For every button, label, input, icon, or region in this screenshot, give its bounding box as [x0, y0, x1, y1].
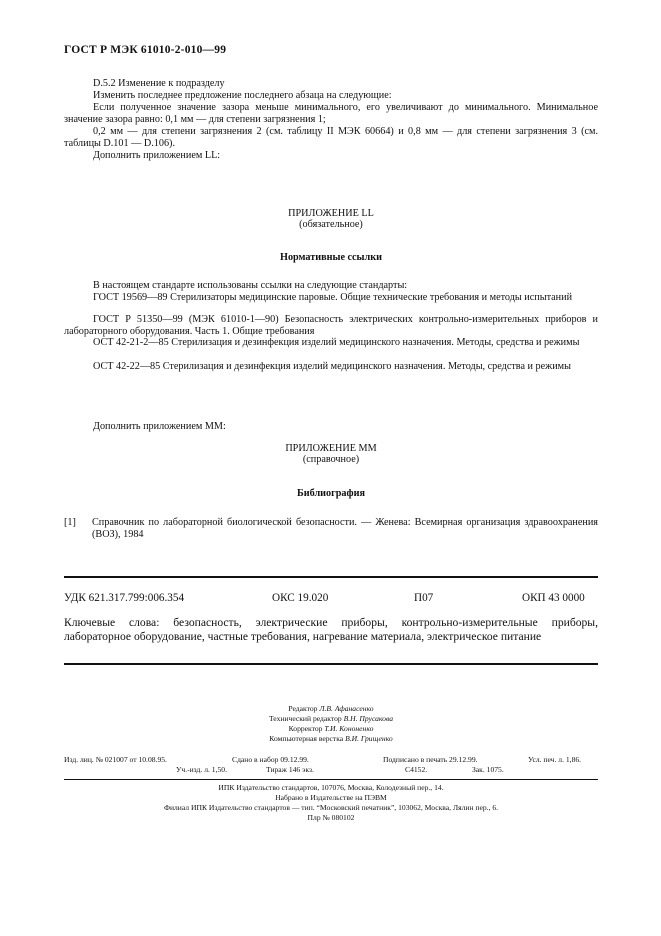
reference-item: ГОСТ Р 51350—99 (МЭК 61010-1—90) Безопасность электрических контрольно-измерительных приборов и лабораторного оборудования. Часть 1. Общие требования — [64, 314, 598, 338]
credit-tech-name: В.Н. Прусакова — [343, 714, 394, 723]
add-appendix-mm: Дополнить приложением MM: — [93, 421, 226, 432]
bibliography-entry: Справочник по лабораторной биологической безопасности. — Женева: Всемирная организация здравоохранения (ВОЗ), 1984 — [92, 517, 598, 541]
imprint-circulation: Тираж 146 экз. — [266, 765, 314, 774]
document-header: ГОСТ Р МЭК 61010-2-010—99 — [64, 44, 227, 56]
imprint-print-sheets: Усл. печ. л. 1,86. — [528, 755, 582, 764]
divider-top — [64, 576, 598, 578]
imprint-signed: Подписано в печать 29.12.99. — [383, 755, 478, 764]
credit-corrector — [64, 724, 598, 734]
udk-code: УДК 621.317.799:006.354 — [64, 592, 185, 604]
credit-editor — [64, 704, 598, 714]
credit-tech-editor — [64, 714, 598, 724]
appendix-mm-title: ПРИЛОЖЕНИЕ MM — [285, 443, 377, 454]
bibliography-number: [1] — [64, 517, 76, 528]
credit-layout-name: В.И. Грищенко — [345, 734, 393, 743]
credit-editor-label: Редактор — [288, 704, 318, 713]
add-appendix-ll: Дополнить приложением LL: — [93, 150, 221, 161]
reference-item: ОСТ 42-22—85 Стерилизация и дезинфекция изделий медицинского назначения. Методы, средства и режимы — [93, 361, 571, 372]
credit-tech-label: Технический редактор — [268, 714, 342, 723]
okp-code: ОКП 43 0000 — [522, 592, 585, 604]
imprint-typeset: Сдано в набор 09.12.99. — [232, 755, 309, 764]
credit-layout — [64, 734, 598, 744]
appendix-ll-status: (обязательное) — [299, 219, 363, 230]
publisher-line: Набрано в Издательстве на ПЭВМ — [275, 793, 387, 802]
reference-item: ГОСТ 19569—89 Стерилизаторы медицинские паровые. Общие технические требования и методы испытаний — [93, 292, 573, 303]
p-code: П07 — [414, 592, 434, 604]
publisher-line: ИПК Издательство стандартов, 107076, Москва, Колодезный пер., 14. — [218, 783, 444, 792]
change-line: Изменить последнее предложение последнего абзаца на следующие: — [93, 90, 392, 101]
divider-bottom — [64, 779, 598, 780]
imprint-pub-sheets: Уч.-изд. л. 1,50. — [176, 765, 227, 774]
divider-middle — [64, 663, 598, 665]
appendix-ll-title: ПРИЛОЖЕНИЕ LL — [288, 208, 374, 219]
imprint-license: Изд. лиц. № 021007 от 10.08.95. — [64, 755, 167, 764]
credit-editor-name: Л.В. Афанасенко — [319, 704, 374, 713]
references-intro: В настоящем стандарте использованы ссылки на следующие стандарты: — [93, 280, 408, 291]
imprint-code: С4152. — [405, 765, 428, 774]
reference-item: ОСТ 42-21-2—85 Стерилизация и дезинфекция изделий медицинского назначения. Методы, средства и режимы — [93, 337, 580, 348]
appendix-mm-status: (справочное) — [302, 454, 360, 465]
imprint-order: Зак. 1075. — [472, 765, 504, 774]
appendix-ll-heading: Нормативные ссылки — [280, 252, 382, 263]
change-paragraph-2: 0,2 мм — для степени загрязнения 2 (см. таблицу II МЭК 60664) и 0,8 мм — для степени загрязнения 3 (см. таблицы D.101 — D.106). — [64, 126, 598, 150]
credit-corrector-name: Т.И. Кононенко — [324, 724, 374, 733]
change-title: D.5.2 Изменение к подразделу — [93, 78, 225, 89]
change-paragraph: Если полученное значение зазора меньше минимального, его увеличивают до минимального. Минимальное значение зазора равно: 0,1 мм — для степени загрязнения 1; — [64, 102, 598, 126]
credit-corrector-label: Корректор — [288, 724, 323, 733]
publisher-line: Плр № 080102 — [307, 813, 355, 822]
appendix-mm-heading: Библиография — [297, 488, 365, 499]
oks-code: ОКС 19.020 — [272, 592, 329, 604]
credit-layout-label: Компьютерная верстка — [269, 734, 344, 743]
publisher-line: Филиал ИПК Издательство стандартов — тип. “Московский печатник”, 103062, Москва, Лялин пер., 6. — [163, 803, 499, 812]
keywords: Ключевые слова: безопасность, электрические приборы, контрольно-измерительные приборы, лабораторное оборудование, частные требования, нагревание материала, электрическое питание — [64, 616, 598, 643]
